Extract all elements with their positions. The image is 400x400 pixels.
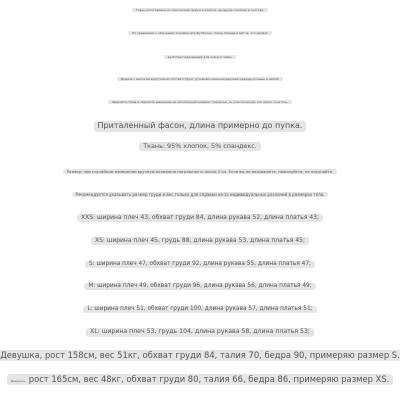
text-line [0,350,400,361]
text-line-content: XS: ширина плеч 45, грудь 88, длина рукава 53, длина платья 45; [94,236,305,244]
text-line [63,169,338,174]
text-line-row [0,169,400,174]
text-line-row [0,142,400,151]
text-line-prefix: Девушка, [10,378,26,383]
text-line-content: Приталенный фасон, длина примерно до пупка. [97,121,303,130]
text-line [108,100,293,104]
text-line [77,214,323,222]
text-line-content: рост 165см, вес 48кг, обхват груди 80, талия 66, бедра 86, примеряю размер XS. [28,373,390,384]
text-line-row [0,31,400,35]
text-line-content: XL: ширина плеч 53, грудь 104, длина рукава 58, длина платья 53; [89,328,311,336]
text-line-row [0,328,400,336]
text-line-row [0,77,400,81]
text-line [84,283,315,291]
text-line-content: Ткань: 95% хлопок, 5% спандекс. [143,142,257,151]
text-line-row [0,121,400,132]
text-line-content: ее более подходящей для осени и зимы. [167,54,233,59]
text-line-row [0,306,400,314]
text-line-row [0,283,400,291]
text-line [7,374,394,385]
text-line [85,261,315,269]
text-line [72,192,329,197]
text-line-content: Закройте глаза и обратите внимание на нетипичный элемент плечиков: он классический, его легко сочетать. [111,99,289,104]
text-line-row [0,100,400,104]
text-line-row [0,350,400,361]
text-line-content: По сравнению с обычными тканями для футболок, ткань темнее и мягче, что делает [132,30,268,35]
text-line-content: Девушка, рост 158см, вес 51кг, обхват груди 84, талия 70, бедра 90, примеряю размер S. [0,349,400,360]
text-line [139,142,261,151]
text-line-row [0,192,400,197]
text-line [86,328,314,336]
text-line-content: XXS: ширина плеч 43, обхват груди 84, длина рукава 52, длина платья 43; [80,213,319,221]
text-line-content: L: ширина плеч 51, обхват груди 100, длина рукава 57, длина платья 51; [87,305,313,312]
text-line-content: Размер: при случайном измерении вручную возможна погрешность около 2 см. Если вы не возражаете, пожалуйста, не покупайте. [66,169,334,175]
text-line-row [0,214,400,222]
text-line-content: Ткань изготовлена из эластичной пряжи и хлопка, на ощупь плотная и толстая. [135,7,265,12]
text-line-content: M: ширина плеч 49, обхват груди 96, длина рукава 56, длина платья 49; [88,282,312,289]
text-line-row [0,237,400,245]
text-line [128,31,272,35]
text-line [91,237,309,245]
text-line-row [0,261,400,269]
text-line-row [0,55,400,59]
text-line [132,8,268,12]
text-line [83,306,316,314]
text-line [94,121,307,132]
text-line-content: Рекомендуется указывать размер груди и вес только для справки из-за индивидуальных различий в размерах тела. [75,192,325,197]
text-line-content: S: ширина плеч 47, обхват груди 92, длина рукава 55, длина платья 47; [88,260,311,267]
text-line-row [0,8,400,12]
text-line [117,77,284,81]
text-line [164,55,237,59]
text-line-row [0,374,400,385]
text-line-content: Модель с высоким воротником соответствует условиям ношения верхней одежды осенью и зимой. [120,76,280,81]
